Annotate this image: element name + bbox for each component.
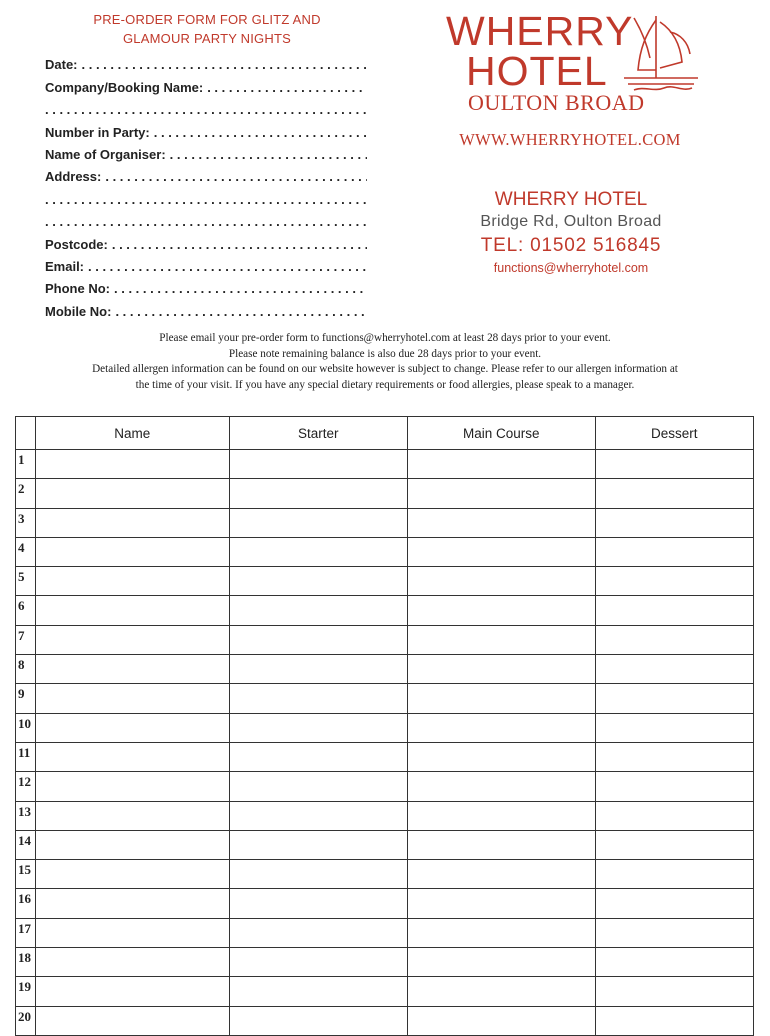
main-course-cell[interactable] bbox=[408, 742, 596, 771]
dessert-cell[interactable] bbox=[595, 596, 753, 625]
form-field-row bbox=[45, 50, 367, 72]
form-field-entry-line[interactable] bbox=[45, 192, 367, 207]
logo-location-text: OULTON BROAD bbox=[468, 90, 645, 115]
dessert-cell[interactable] bbox=[595, 508, 753, 537]
header-name: Name bbox=[36, 417, 230, 450]
form-field-label: Address: bbox=[45, 169, 102, 185]
starter-cell[interactable] bbox=[229, 1006, 407, 1035]
starter-cell[interactable] bbox=[229, 508, 407, 537]
main-course-cell[interactable] bbox=[408, 479, 596, 508]
name-cell[interactable] bbox=[36, 889, 230, 918]
name-cell[interactable] bbox=[36, 1006, 230, 1035]
name-cell[interactable] bbox=[36, 977, 230, 1006]
contact-block bbox=[460, 188, 682, 276]
notice-line: the time of your visit. If you have any special dietary requirements or food allergies, please speak to a manager. bbox=[135, 378, 635, 391]
notice-line: Detailed allergen information can be found on our website however is subject to change. Please refer to our allergen information at bbox=[92, 363, 678, 375]
table-row bbox=[16, 508, 754, 537]
form-field-row bbox=[45, 95, 367, 117]
row-number: 8 bbox=[16, 655, 36, 684]
name-cell[interactable] bbox=[36, 830, 230, 859]
name-cell[interactable] bbox=[36, 772, 230, 801]
dessert-cell[interactable] bbox=[595, 977, 753, 1006]
header-number bbox=[16, 417, 36, 450]
form-field-row bbox=[45, 207, 367, 229]
starter-cell[interactable] bbox=[229, 742, 407, 771]
dessert-cell[interactable] bbox=[595, 450, 753, 479]
form-field-entry-line[interactable] bbox=[115, 304, 367, 319]
form-field-row bbox=[45, 252, 367, 274]
table-row bbox=[16, 889, 754, 918]
contact-telephone: TEL: 01502 516845 bbox=[480, 235, 662, 256]
dessert-cell[interactable] bbox=[595, 1006, 753, 1035]
starter-cell[interactable] bbox=[229, 830, 407, 859]
starter-cell[interactable] bbox=[229, 537, 407, 566]
row-number: 4 bbox=[16, 537, 36, 566]
name-cell[interactable] bbox=[36, 918, 230, 947]
wherry-hotel-logo bbox=[444, 10, 706, 120]
name-cell[interactable] bbox=[36, 537, 230, 566]
main-course-cell[interactable] bbox=[408, 567, 596, 596]
row-number: 18 bbox=[16, 948, 36, 977]
header-dessert: Dessert bbox=[595, 417, 753, 450]
main-course-cell[interactable] bbox=[408, 655, 596, 684]
table-row bbox=[16, 625, 754, 654]
form-field-row bbox=[45, 162, 367, 184]
contact-hotel-name: WHERRY HOTEL bbox=[494, 189, 648, 210]
main-course-cell[interactable] bbox=[408, 772, 596, 801]
logo-hotel-text: HOTEL bbox=[466, 48, 608, 94]
dessert-cell[interactable] bbox=[595, 918, 753, 947]
dessert-cell[interactable] bbox=[595, 801, 753, 830]
dessert-cell[interactable] bbox=[595, 860, 753, 889]
starter-cell[interactable] bbox=[229, 801, 407, 830]
form-field-entry-line[interactable] bbox=[114, 281, 367, 296]
starter-cell[interactable] bbox=[229, 684, 407, 713]
form-field-row bbox=[45, 140, 367, 162]
starter-cell[interactable] bbox=[229, 860, 407, 889]
logo-wherry-text: WHERRY bbox=[446, 8, 634, 54]
row-number: 16 bbox=[16, 889, 36, 918]
table-row bbox=[16, 918, 754, 947]
main-course-cell[interactable] bbox=[408, 684, 596, 713]
dessert-cell[interactable] bbox=[595, 537, 753, 566]
dessert-cell[interactable] bbox=[595, 742, 753, 771]
form-field-label: Number in Party: bbox=[45, 124, 150, 140]
main-course-cell[interactable] bbox=[408, 977, 596, 1006]
dessert-cell[interactable] bbox=[595, 713, 753, 742]
dessert-cell[interactable] bbox=[595, 567, 753, 596]
form-field-row bbox=[45, 117, 367, 139]
row-number: 1 bbox=[16, 450, 36, 479]
form-field-entry-line[interactable] bbox=[82, 57, 367, 72]
form-field-entry-line[interactable] bbox=[112, 237, 367, 252]
form-field-entry-line[interactable] bbox=[88, 259, 367, 274]
table-row bbox=[16, 537, 754, 566]
starter-cell[interactable] bbox=[229, 918, 407, 947]
notice-text bbox=[20, 331, 750, 393]
form-field-entry-line[interactable] bbox=[154, 125, 367, 140]
starter-cell[interactable] bbox=[229, 948, 407, 977]
starter-cell[interactable] bbox=[229, 655, 407, 684]
website-link[interactable]: WWW.WHERRYHOTEL.COM bbox=[459, 130, 681, 149]
form-title-line-1: PRE-ORDER FORM FOR GLITZ AND bbox=[93, 12, 321, 27]
table-row bbox=[16, 772, 754, 801]
table-row bbox=[16, 684, 754, 713]
row-number: 11 bbox=[16, 742, 36, 771]
starter-cell[interactable] bbox=[229, 450, 407, 479]
name-cell[interactable] bbox=[36, 713, 230, 742]
form-field-row bbox=[45, 274, 367, 296]
name-cell[interactable] bbox=[36, 742, 230, 771]
form-title-line-2: GLAMOUR PARTY NIGHTS bbox=[123, 31, 291, 46]
row-number: 12 bbox=[16, 772, 36, 801]
starter-cell[interactable] bbox=[229, 713, 407, 742]
table-row bbox=[16, 567, 754, 596]
form-title bbox=[44, 10, 370, 48]
table-row bbox=[16, 450, 754, 479]
starter-cell[interactable] bbox=[229, 977, 407, 1006]
row-number: 7 bbox=[16, 625, 36, 654]
form-field-entry-line[interactable] bbox=[105, 169, 367, 184]
dessert-cell[interactable] bbox=[595, 655, 753, 684]
form-field-label: Mobile No: bbox=[45, 303, 112, 319]
row-number: 9 bbox=[16, 684, 36, 713]
name-cell[interactable] bbox=[36, 567, 230, 596]
row-number: 5 bbox=[16, 567, 36, 596]
dessert-cell[interactable] bbox=[595, 479, 753, 508]
pre-order-table bbox=[15, 416, 754, 1036]
name-cell[interactable] bbox=[36, 625, 230, 654]
starter-cell[interactable] bbox=[229, 772, 407, 801]
form-field-label: Postcode: bbox=[45, 236, 108, 252]
form-field-label: Phone No: bbox=[45, 281, 110, 297]
starter-cell[interactable] bbox=[229, 889, 407, 918]
starter-cell[interactable] bbox=[229, 596, 407, 625]
name-cell[interactable] bbox=[36, 655, 230, 684]
table-row bbox=[16, 801, 754, 830]
name-cell[interactable] bbox=[36, 948, 230, 977]
dessert-cell[interactable] bbox=[595, 772, 753, 801]
name-cell[interactable] bbox=[36, 479, 230, 508]
header-starter: Starter bbox=[229, 417, 407, 450]
starter-cell[interactable] bbox=[229, 567, 407, 596]
table-row bbox=[16, 860, 754, 889]
main-course-cell[interactable] bbox=[408, 625, 596, 654]
name-cell[interactable] bbox=[36, 450, 230, 479]
starter-cell[interactable] bbox=[229, 479, 407, 508]
contact-email-link[interactable]: functions@wherryhotel.com bbox=[493, 261, 649, 275]
contact-address: Bridge Rd, Oulton Broad bbox=[480, 213, 662, 230]
name-cell[interactable] bbox=[36, 596, 230, 625]
dessert-cell[interactable] bbox=[595, 684, 753, 713]
main-course-cell[interactable] bbox=[408, 801, 596, 830]
form-field-entry-line[interactable] bbox=[45, 102, 367, 117]
form-field-label: Company/Booking Name: bbox=[45, 79, 204, 95]
main-course-cell[interactable] bbox=[408, 830, 596, 859]
row-number: 20 bbox=[16, 1006, 36, 1035]
form-field-entry-line[interactable] bbox=[207, 80, 367, 95]
header-main-course: Main Course bbox=[408, 417, 596, 450]
form-field-entry-line[interactable] bbox=[170, 147, 367, 162]
form-field-label: Email: bbox=[45, 258, 85, 274]
table-row bbox=[16, 830, 754, 859]
form-field-label: Date: bbox=[45, 57, 78, 73]
notice-line: Please note remaining balance is also due 28 days prior to your event. bbox=[228, 347, 542, 360]
table-row bbox=[16, 977, 754, 1006]
row-number: 2 bbox=[16, 479, 36, 508]
main-course-cell[interactable] bbox=[408, 450, 596, 479]
dessert-cell[interactable] bbox=[595, 625, 753, 654]
form-field-row bbox=[45, 296, 367, 318]
sailboat-icon bbox=[616, 12, 706, 96]
row-number: 6 bbox=[16, 596, 36, 625]
main-course-cell[interactable] bbox=[408, 713, 596, 742]
name-cell[interactable] bbox=[36, 801, 230, 830]
name-cell[interactable] bbox=[36, 860, 230, 889]
main-course-cell[interactable] bbox=[408, 918, 596, 947]
main-course-cell[interactable] bbox=[408, 948, 596, 977]
table-row bbox=[16, 1006, 754, 1035]
main-course-cell[interactable] bbox=[408, 889, 596, 918]
form-field-row bbox=[45, 184, 367, 206]
main-course-cell[interactable] bbox=[408, 1006, 596, 1035]
booking-details-fields bbox=[45, 50, 367, 319]
main-course-cell[interactable] bbox=[408, 537, 596, 566]
dessert-cell[interactable] bbox=[595, 830, 753, 859]
form-field-row bbox=[45, 72, 367, 94]
row-number: 3 bbox=[16, 508, 36, 537]
table-row bbox=[16, 948, 754, 977]
row-number: 13 bbox=[16, 801, 36, 830]
form-field-label: Name of Organiser: bbox=[45, 146, 166, 162]
dessert-cell[interactable] bbox=[595, 948, 753, 977]
row-number: 15 bbox=[16, 860, 36, 889]
row-number: 10 bbox=[16, 713, 36, 742]
starter-cell[interactable] bbox=[229, 625, 407, 654]
row-number: 14 bbox=[16, 830, 36, 859]
name-cell[interactable] bbox=[36, 684, 230, 713]
table-header-row bbox=[16, 417, 754, 450]
row-number: 17 bbox=[16, 918, 36, 947]
dessert-cell[interactable] bbox=[595, 889, 753, 918]
form-field-row bbox=[45, 229, 367, 251]
table-row bbox=[16, 713, 754, 742]
main-course-cell[interactable] bbox=[408, 508, 596, 537]
table-row bbox=[16, 596, 754, 625]
main-course-cell[interactable] bbox=[408, 860, 596, 889]
main-course-cell[interactable] bbox=[408, 596, 596, 625]
table-row bbox=[16, 742, 754, 771]
table-row bbox=[16, 479, 754, 508]
name-cell[interactable] bbox=[36, 508, 230, 537]
notice-line: Please email your pre-order form to functions@wherryhotel.com at least 28 days prior to your event. bbox=[159, 332, 611, 344]
table-row bbox=[16, 655, 754, 684]
form-field-entry-line[interactable] bbox=[45, 214, 367, 229]
row-number: 19 bbox=[16, 977, 36, 1006]
